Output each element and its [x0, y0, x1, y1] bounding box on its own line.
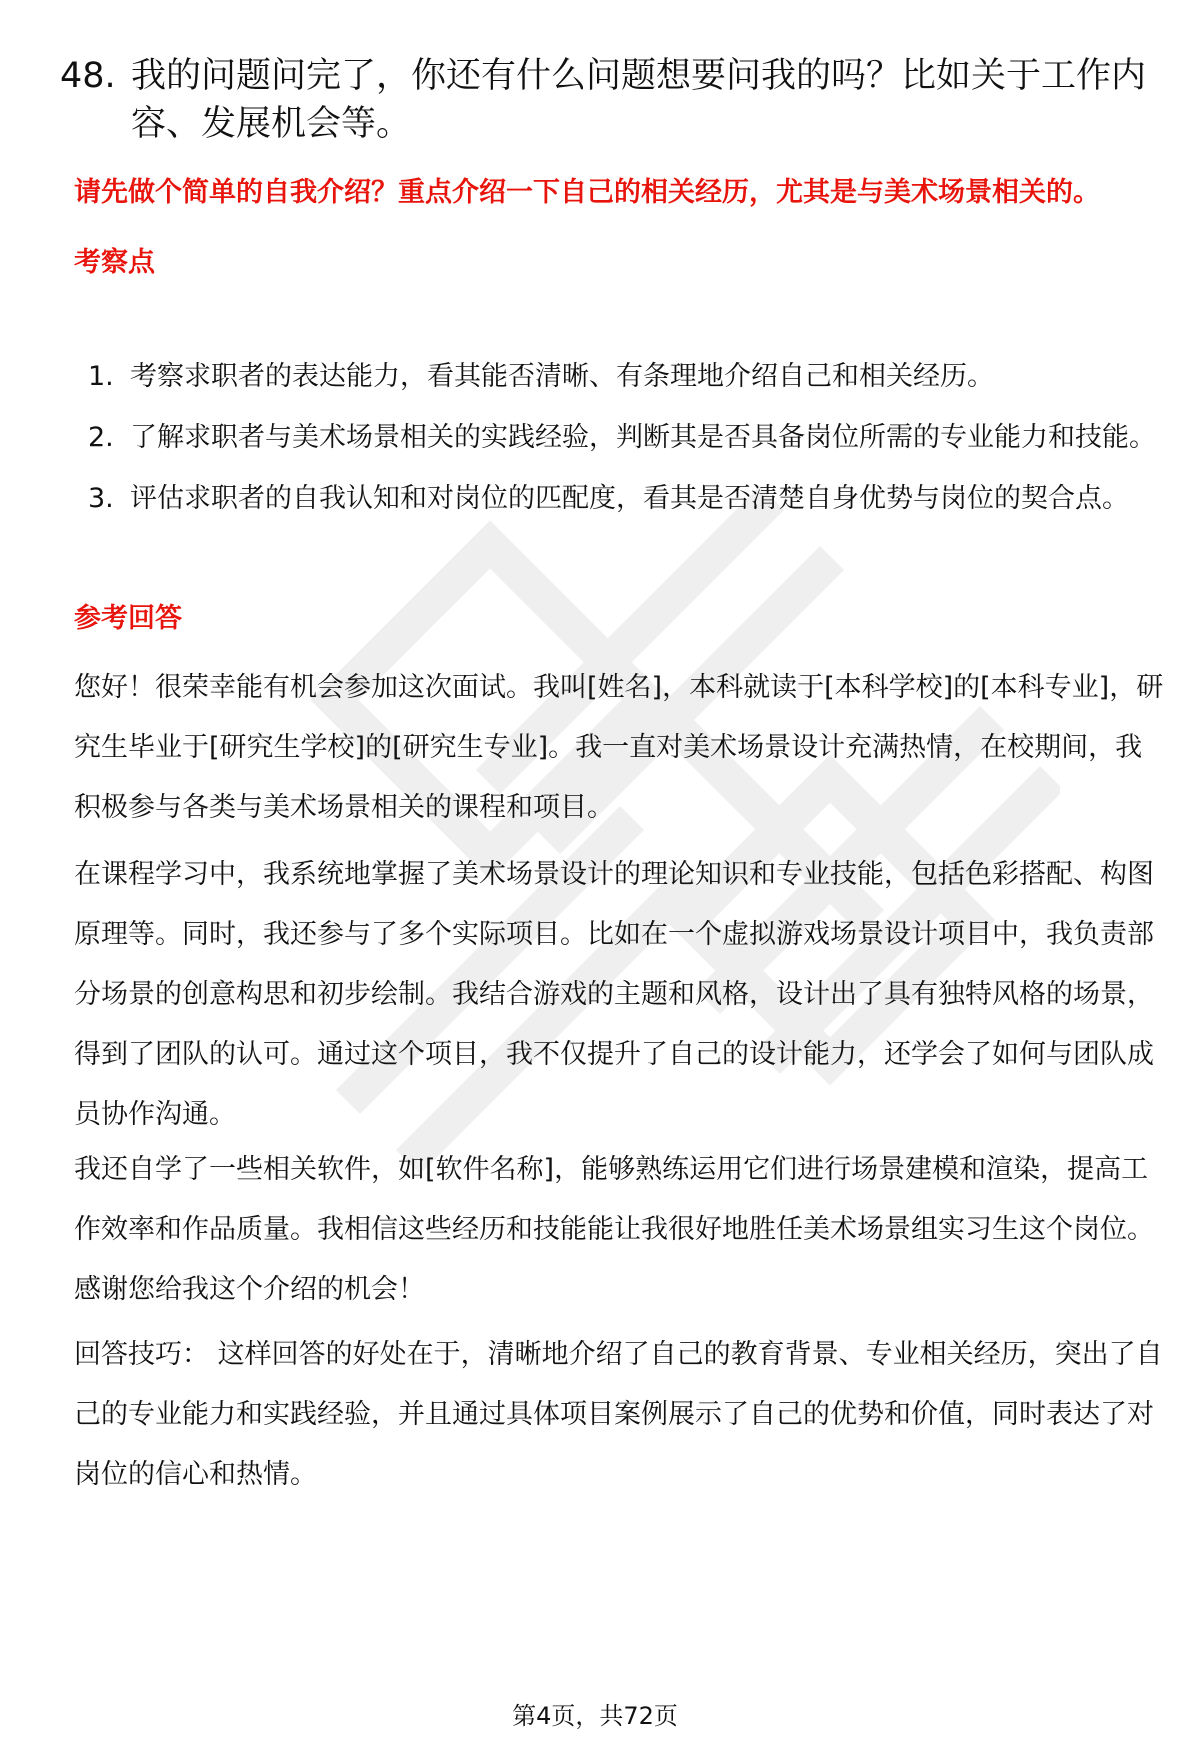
- answer-tips-paragraph: 回答技巧： 这样回答的好处在于，清晰地介绍了自己的教育背景、专业相关经历，突出了自己的专业能力和实践经验，并且通过具体项目案例展示了自己的优势和价值，同时表达了对岗位的信心和热情。: [74, 1339, 1163, 1490]
- question-text: 我的问题问完了，你还有什么问题想要问我的吗？比如关于工作内容、发展机会等。: [131, 56, 1147, 144]
- answer-paragraph: 您好！很荣幸能有机会参加这次面试。我叫[姓名]，本科就读于[本科学校]的[本科专业]，研究生毕业于[研究生学校]的[研究生专业]。我一直对美术场景设计充满热情，在校期间，我积极参与各类与美术场景相关的课程和项目。: [74, 672, 1164, 823]
- list-item-number: 3.: [88, 483, 114, 514]
- list-item-text: 了解求职者与美术场景相关的实践经验，判断其是否具备岗位所需的专业能力和技能。: [130, 422, 1156, 453]
- list-item: [88, 408, 1168, 468]
- list-item-text: 评估求职者的自我认知和对岗位的匹配度，看其是否清楚自身优势与岗位的契合点。: [130, 483, 1129, 514]
- list-item-number: 1.: [88, 361, 114, 392]
- list-item-text: 考察求职者的表达能力，看其能否清晰、有条理地介绍自己和相关经历。: [130, 361, 994, 392]
- exam-points-label: 考察点: [74, 247, 155, 278]
- question-title: [60, 52, 1160, 148]
- list-item: [88, 469, 1168, 529]
- list-item: [88, 347, 1168, 407]
- answer-paragraph: 我还自学了一些相关软件，如[软件名称]，能够熟练运用它们进行场景建模和渲染，提高工作效率和作品质量。我相信这些经历和技能能让我很好地胜任美术场景组实习生这个岗位。感谢您给我这个介绍的机会！: [74, 1154, 1154, 1305]
- answer-paragraph: 在课程学习中，我系统地掌握了美术场景设计的理论知识和专业技能，包括色彩搭配、构图原理等。同时，我还参与了多个实际项目。比如在一个虚拟游戏场景设计项目中，我负责部分场景的创意构思和初步绘制。我结合游戏的主题和风格，设计出了具有独特风格的场景，得到了团队的认可。通过这个项目，我不仅提升了自己的设计能力，还学会了如何与团队成员协作沟通。: [74, 859, 1154, 1130]
- interview-question: 请先做个简单的自我介绍？重点介绍一下自己的相关经历，尤其是与美术场景相关的。: [74, 177, 1100, 208]
- page-footer: 第4页，共72页: [512, 1702, 678, 1730]
- question-number: 48.: [60, 56, 116, 96]
- exam-points-list: [88, 347, 1168, 530]
- answer-label: 参考回答: [74, 603, 182, 634]
- list-item-number: 2.: [88, 422, 114, 453]
